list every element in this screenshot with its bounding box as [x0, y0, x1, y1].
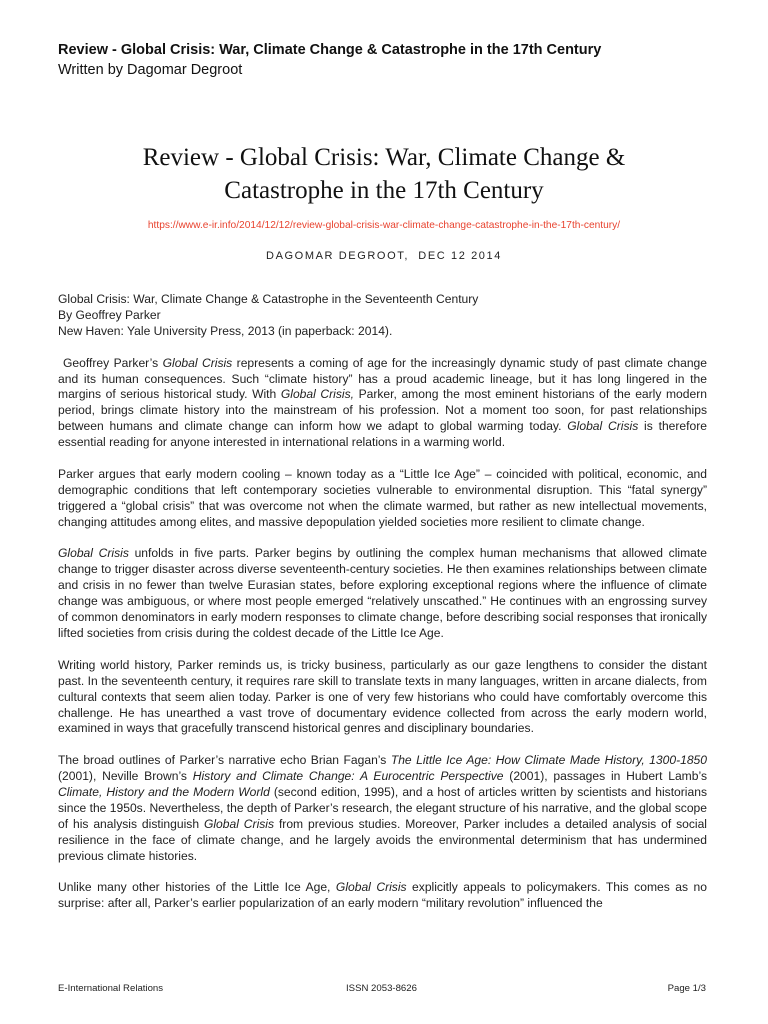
p1-text-a: Geoffrey Parker’s — [63, 355, 163, 370]
p6-text-c: explicitly appeals to policymakers. This comes as no surprise: after all, Parker’s earlier popularization of an early modern “military revolution” influenced the — [58, 880, 707, 911]
paragraph-2: Parker argues that early modern cooling – known today as a “Little Ice Age” – coincided with political, economic, and demographic conditions that left contemporary societies vulnerable to environmental disruption. This “fatal synergy” triggered a “global crisis” that was overcome not when the climate warmed, but rather as new intellectual movements, changing attitudes among elites, and massive depopulation yielded societies more resilient to climate change. — [58, 466, 707, 529]
footer-issn: ISSN 2053-8626 — [346, 983, 417, 994]
p1-italic-f: Global Crisis — [567, 419, 639, 434]
paragraph-5 — [58, 753, 707, 864]
p1-italic-d: Global Crisis, — [280, 387, 354, 402]
book-author: By Geoffrey Parker — [58, 307, 161, 322]
paragraph-6 — [58, 880, 707, 912]
p1-text-c: represents a coming of age for the increasingly dynamic study of past climate change and its human consequences. Such “climate history” has a proud academic lineage, but it has long lingered in the margins of serious historical study. With — [58, 355, 707, 402]
p6-italic-b: Global Crisis — [335, 880, 407, 895]
p5-text-i: from previous studies. Moreover, Parker includes a detailed analysis of social resilience in the face of climate change, and he largely avoids the environmental determinism that has undermined previous climate histories. — [58, 816, 707, 863]
article-title — [58, 141, 710, 207]
p5-italic-b: The Little Ice Age: How Climate Made History, 1300-1850 — [390, 753, 707, 768]
source-url-link[interactable]: https://www.e-ir.info/2014/12/12/review-global-crisis-war-climate-change-catastrophe-in-the-17th-century/ — [147, 220, 621, 231]
p5-text-c: (2001), Neville Brown’s — [58, 769, 193, 784]
article-body — [58, 292, 707, 928]
p5-text-a: The broad outlines of Parker’s narrative echo Brian Fagan’s — [58, 753, 391, 768]
paragraph-3 — [58, 546, 707, 641]
p5-italic-d: History and Climate Change: A Eurocentric Perspective — [192, 769, 504, 784]
bibliography — [58, 292, 707, 340]
p1-italic-b: Global Crisis — [162, 355, 233, 370]
book-publisher: New Haven: Yale University Press, 2013 (in paperback: 2014). — [58, 323, 393, 338]
page-header — [58, 40, 718, 80]
header-author: Written by Dagomar Degroot — [58, 62, 243, 78]
p3-text-b: unfolds in five parts. Parker begins by outlining the complex human mechanisms that allowed climate change to trigger disaster across diverse seventeenth-century societies. He then examines relationships between climate and crisis in no fewer than twelve Eurasian states, before exploring exceptional regions where the influence of climate change was ambiguous, or where most people emerged “relatively unscathed.” He continues with an engrossing survey of common denominators in early modern responses to climate change, before describing social responses that ironically lifted societies from crisis during the coldest decade of the Little Ice Age. — [58, 546, 707, 640]
article-title-line-1: Review - Global Crisis: War, Climate Change & — [142, 144, 626, 171]
footer-page-number: Page 1/3 — [667, 983, 706, 994]
footer-publisher: E-International Relations — [58, 983, 164, 994]
p3-italic-a: Global Crisis — [58, 546, 129, 561]
article-title-line-2: Catastrophe in the 17th Century — [224, 177, 544, 204]
p5-italic-h: Global Crisis — [203, 816, 275, 831]
paragraph-4: Writing world history, Parker reminds us, is tricky business, particularly as our gaze lengthens to consider the distant past. In the seventeenth century, it requires rare skill to translate texts in many languages, written in arcane dialects, from cultural contexts that seem alien today. Parker is one of very few historians who could have comfortably overcome this challenge. He has unearthed a vast trove of documentary evidence collected from across the early modern world, examined in ways that gracefully transcend historical genres and disciplinary boundaries. — [58, 657, 707, 736]
p1-text-g: is therefore essential reading for anyone interested in international relations in a warming world. — [58, 419, 707, 450]
byline: DAGOMAR DEGROOT, DEC 12 2014 — [266, 250, 502, 262]
p1-text-e: Parker, among the most eminent historians of the early modern period, brings climate history into the mainstream of his profession. Not a moment too soon, for past relationships between humans and climate change can inform how we adapt to global warming today. — [58, 387, 707, 434]
paragraph-1 — [58, 356, 707, 451]
p5-text-g: (second edition, 1995), and a host of articles written by scientists and historians since the 1950s. Nevertheless, the depth of Parker’s research, the elegant structure of his narrative, and the global scope of his analysis distinguish — [58, 785, 707, 831]
p5-italic-f: Climate, History and the Modern World — [58, 785, 270, 800]
book-title: Global Crisis: War, Climate Change & Catastrophe in the Seventeenth Century — [58, 292, 479, 306]
p6-text-a: Unlike many other histories of the Little Ice Age, — [58, 880, 336, 895]
header-title: Review - Global Crisis: War, Climate Change & Catastrophe in the 17th Century — [58, 42, 602, 58]
p5-text-e: (2001), passages in Hubert Lamb’s — [503, 769, 707, 784]
